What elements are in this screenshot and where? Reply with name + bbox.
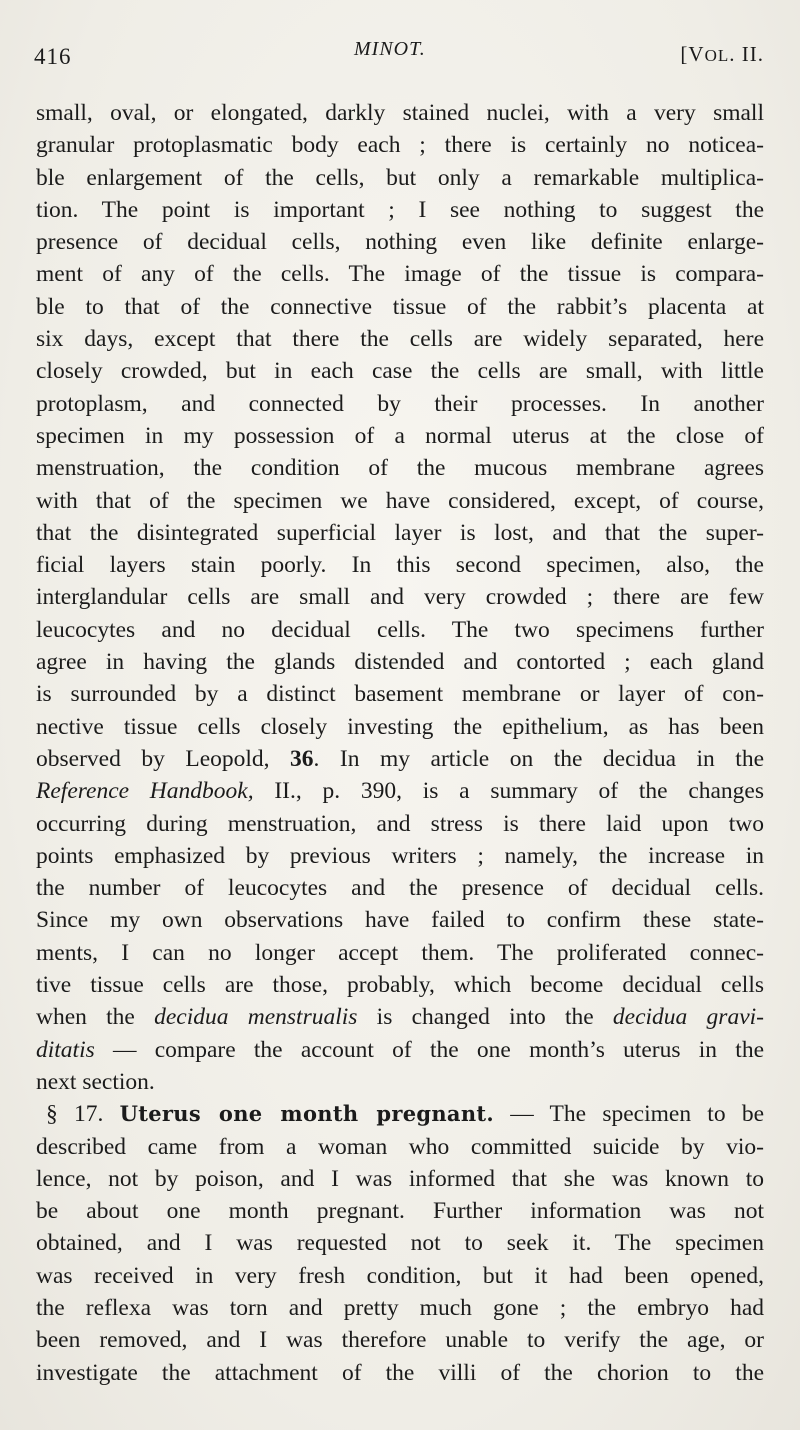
latin-term: decidua gravi-: [612, 1004, 764, 1031]
text-line: leucocytes and no decidual cells. The two specimens further: [36, 616, 764, 643]
text-line: closely crowded, but in each case the cells are small, with little: [36, 358, 764, 385]
text-line: Since my own observations have failed to confirm these state-: [36, 907, 764, 934]
line-text: — The specimen to be: [494, 1101, 764, 1128]
text-line: protoplasm, and connected by their processes. In another: [36, 390, 764, 417]
text-line: [36, 1001, 764, 1033]
volume-bracket: [V: [680, 42, 705, 66]
text-line: is surrounded by a distinct basement membrane or layer of con-: [36, 681, 764, 708]
text-line: occurring during menstruation, and stress is there laid upon two: [36, 810, 764, 837]
text-line: granular protoplasmatic body each ; there is certainly no noticea-: [36, 132, 764, 159]
text-line: ments, I can no longer accept them. The proliferated connec-: [36, 939, 764, 966]
page-number: 416: [34, 44, 72, 69]
latin-term: decidua menstrualis: [154, 1004, 358, 1031]
text-line: the reflexa was torn and pretty much gone ; the embryo had: [36, 1294, 764, 1321]
text-line: with that of the specimen we have considered, except, of course,: [36, 487, 764, 514]
line-text: — compare the account of the one month’s uterus in the: [94, 1036, 764, 1063]
text-line: [36, 775, 764, 807]
text-line: six days, except that there the cells are widely separated, here: [36, 326, 764, 353]
text-line: lence, not by poison, and I was informed that she was known to: [36, 1165, 764, 1192]
text-line: investigate the attachment of the villi of the chorion to the: [36, 1359, 764, 1386]
book-title: Reference Handbook,: [36, 778, 254, 805]
line-text: . In my article on the decidua in the: [313, 745, 764, 772]
text-line: agree in having the glands distended and contorted ; each gland: [36, 649, 764, 676]
text-line: been removed, and I was therefore unable to verify the age, or: [36, 1327, 764, 1354]
text-line: described came from a woman who committed suicide by vio-: [36, 1133, 764, 1160]
text-line: ment of any of the cells. The image of the tissue is compara-: [36, 261, 764, 288]
text-line: obtained, and I was requested not to seek it. The specimen: [36, 1230, 764, 1257]
text-line: menstruation, the condition of the mucous membrane agrees: [36, 455, 764, 482]
text-line: ficial layers stain poorly. In this second specimen, also, the: [36, 552, 764, 579]
section-heading-line: [36, 1098, 764, 1130]
text-line: small, oval, or elongated, darkly stained nuclei, with a very small: [36, 100, 764, 126]
reference-number: 36: [290, 745, 314, 772]
section-heading: Uterus one month pregnant.: [119, 1101, 494, 1127]
text-line: that the disintegrated superficial layer is lost, and that the super-: [36, 519, 764, 546]
text-line: [36, 743, 764, 775]
line-text: when the: [36, 1004, 155, 1031]
text-line: the number of leucocytes and the presence of decidual cells.: [36, 875, 764, 902]
text-line: nective tissue cells closely investing the epithelium, as has been: [36, 713, 764, 740]
line-text: observed by Leopold,: [36, 745, 291, 772]
body-text: [36, 97, 764, 1389]
volume-smallcaps: OL: [704, 46, 730, 65]
text-line: be about one month pregnant. Further information was not: [36, 1198, 764, 1225]
text-line: tion. The point is important ; I see nothing to suggest the: [36, 196, 764, 223]
text-line: points emphasized by previous writers ; namely, the increase in: [36, 842, 764, 869]
volume-label: [680, 42, 764, 67]
section-mark: § 17.: [46, 1101, 120, 1128]
text-line: interglandular cells are small and very crowded ; there are few: [36, 584, 764, 611]
text-line: next section.: [36, 1068, 155, 1095]
page-header: [34, 38, 764, 78]
volume-number: . II.: [729, 42, 764, 66]
text-line: specimen in my possession of a normal uterus at the close of: [36, 422, 764, 449]
text-line: presence of decidual cells, nothing even like definite enlarge-: [36, 229, 764, 256]
text-line: was received in very fresh condition, but it had been opened,: [36, 1262, 764, 1289]
line-text: is changed into the: [357, 1004, 613, 1031]
text-line: ble enlargement of the cells, but only a remarkable multiplica-: [36, 164, 764, 191]
latin-term: ditatis: [36, 1036, 95, 1063]
running-head: MINOT.: [354, 38, 426, 60]
text-line: ble to that of the connective tissue of the rabbit’s placenta at: [36, 293, 764, 320]
line-text: II., p. 390, is a summary of the changes: [253, 778, 765, 805]
text-line: tive tissue cells are those, probably, which become decidual cells: [36, 972, 764, 999]
text-line: [36, 1034, 764, 1066]
